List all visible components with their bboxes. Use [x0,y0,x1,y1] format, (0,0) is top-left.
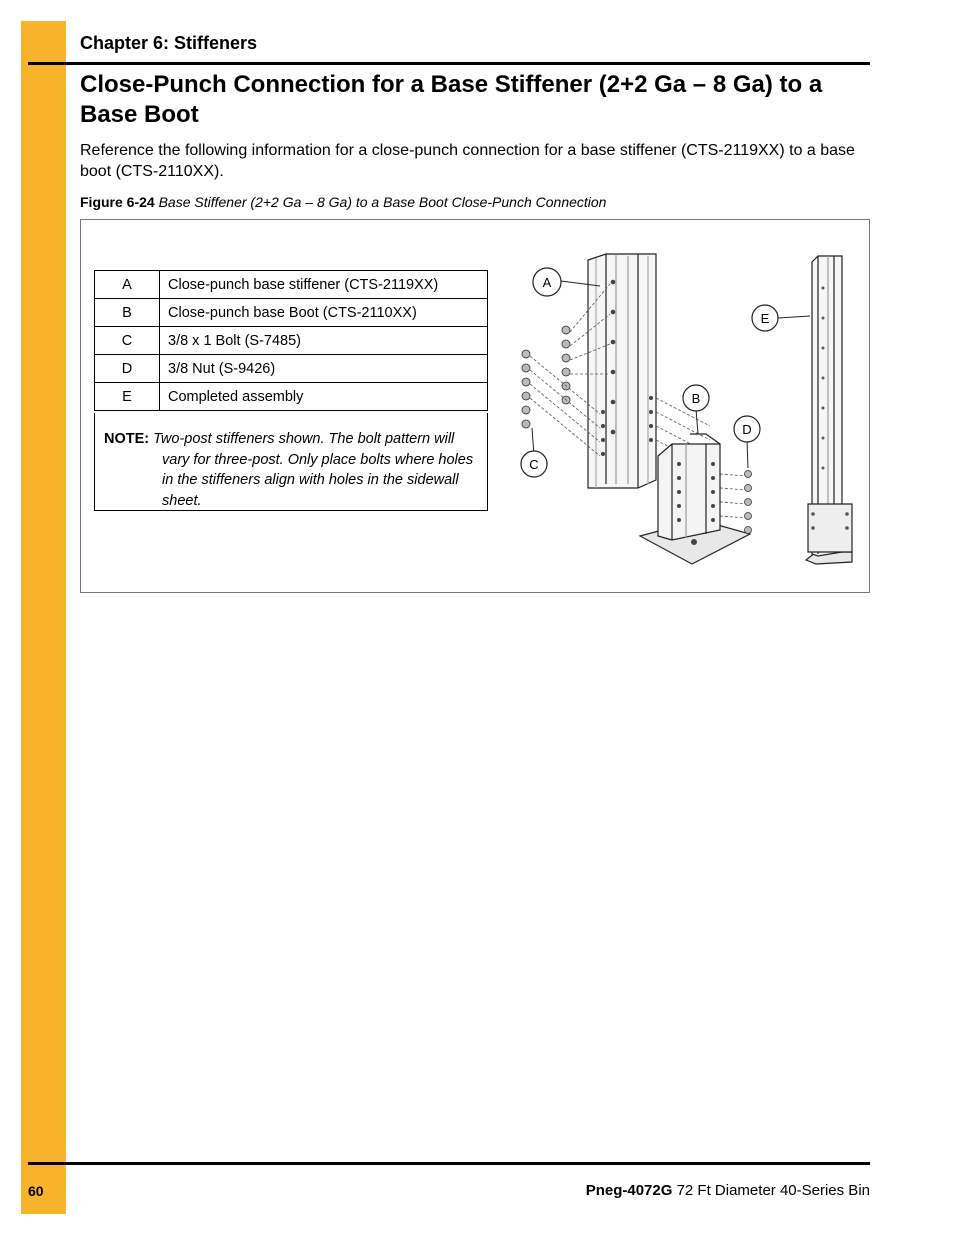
table-row [95,299,488,327]
stiffener-assembly-illustration [510,248,860,570]
callout-a-label: A [542,275,552,290]
figure-caption [80,194,606,210]
callout-e [752,305,778,331]
callout-e-label: E [760,311,770,326]
legend-description: Completed assembly [160,383,488,411]
callout-b [683,385,709,411]
legend-letter: D [95,355,160,383]
page-title: Close-Punch Connection for a Base Stiffener (2+2 Ga – 8 Ga) to a Base Boot [80,71,823,128]
callout-d-label: D [742,422,752,437]
footer-doc-info [586,1182,870,1199]
legend-description: Close-punch base stiffener (CTS-2119XX) [160,271,488,299]
legend-description: Close-punch base Boot (CTS-2110XX) [160,299,488,327]
page-number: 60 [28,1183,44,1199]
note-box [94,413,488,511]
note-content [104,429,479,511]
table-row [95,327,488,355]
side-color-bar [21,21,66,1214]
doc-title: 72 Ft Diameter 40-Series Bin [676,1182,870,1199]
callout-d [734,416,760,442]
footer-rule [28,1162,870,1165]
chapter-heading: Chapter 6: Stiffeners [80,33,258,53]
callout-b-label: B [691,391,701,406]
callout-c-label: C [529,457,539,472]
table-row [95,271,488,299]
callout-c [521,451,547,477]
doc-id: Pneg-4072G [585,1182,673,1199]
intro-paragraph: Reference the following information for a close-punch connection for a base stiffener (CTS-2119XX) to a base boot (CTS-2110XX). [80,142,855,180]
legend-description: 3/8 Nut (S-9426) [160,355,488,383]
legend-letter: B [95,299,160,327]
figure-caption-text: Base Stiffener (2+2 Ga – 8 Ga) to a Base Boot Close-Punch Connection [158,194,607,210]
header-rule [28,62,870,65]
legend-letter: E [95,383,160,411]
legend-letter: A [95,271,160,299]
callout-a [533,268,561,296]
legend-letter: C [95,327,160,355]
note-text: Two-post stiffeners shown. The bolt pattern will [153,431,455,447]
note-text-continued: vary for three-post. Only place bolts where holes in the stiffeners align with holes in the sidewall sheet. [162,451,474,509]
legend-table [94,270,488,411]
note-label: NOTE: [104,431,150,447]
table-row [95,355,488,383]
figure-number: Figure 6-24 [80,194,155,210]
legend-description: 3/8 x 1 Bolt (S-7485) [160,327,488,355]
table-row [95,383,488,411]
